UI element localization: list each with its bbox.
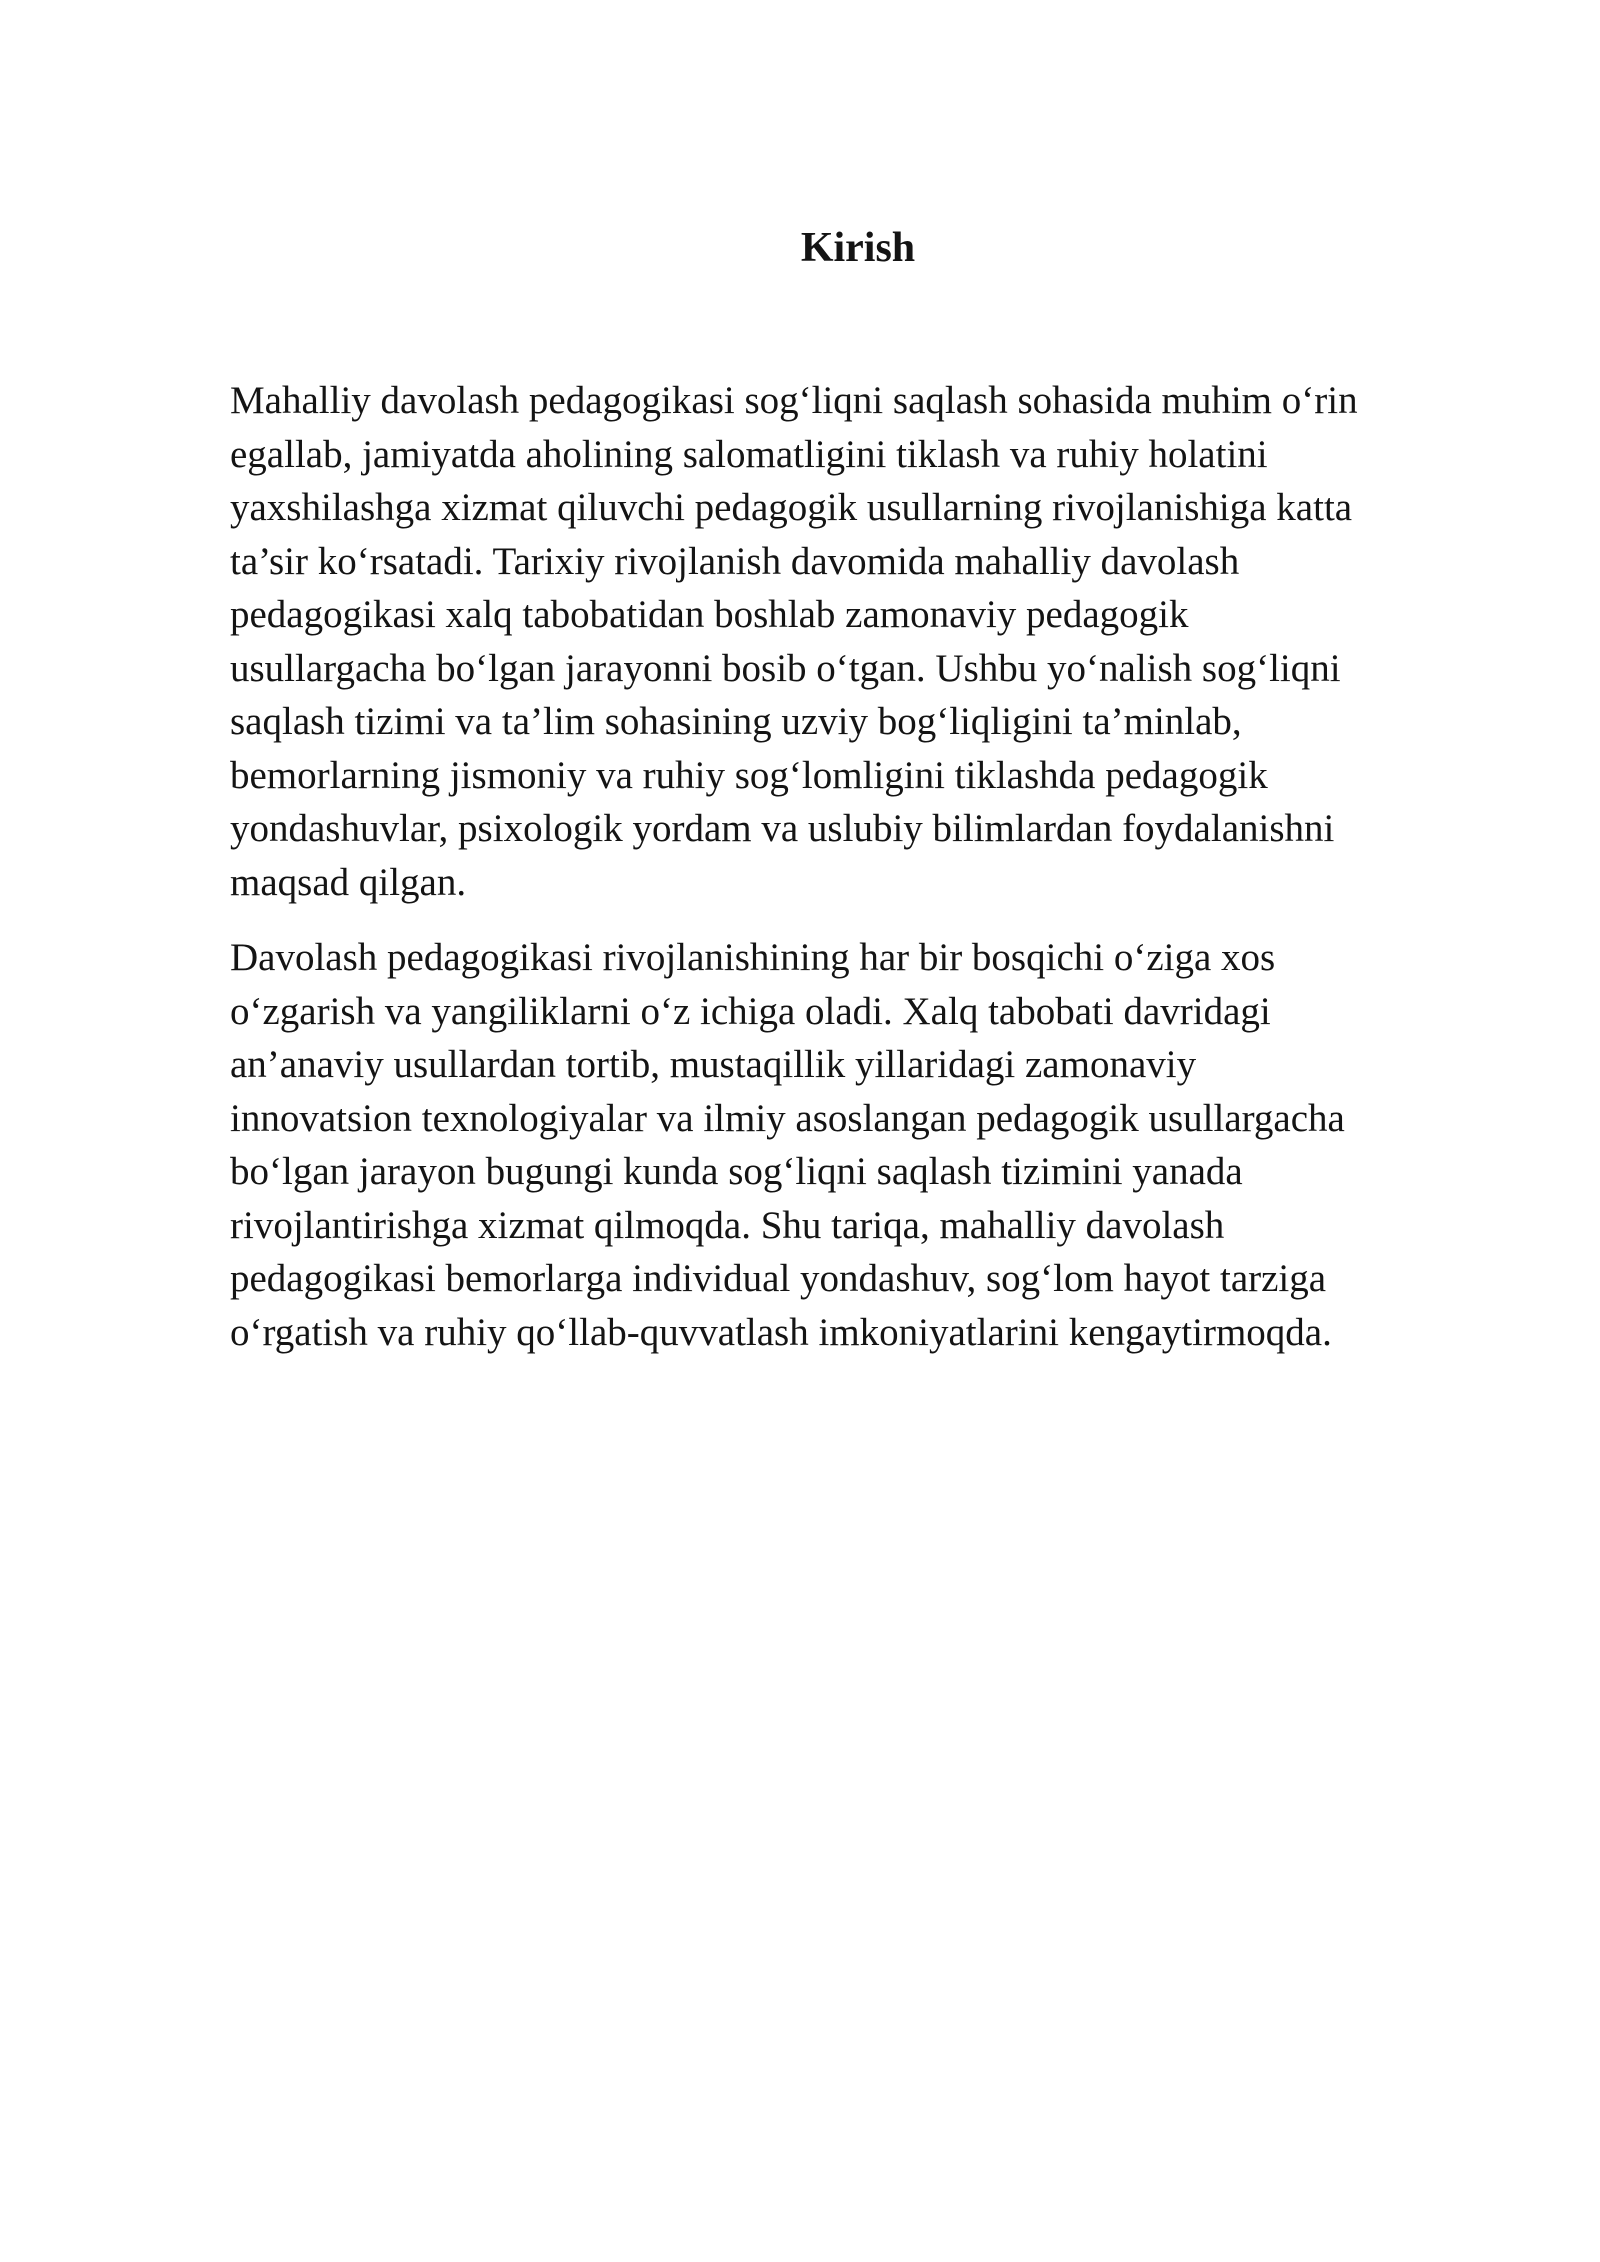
document-body (230, 374, 1502, 1381)
paragraph-1: Mahalliy davolash pedagogikasi sog‘liqni saqlash sohasida muhim o‘rin egallab, jamiyatda aholining salomatligini tiklash va ruhiy holatini yaxshilashga xizmat qiluvchi pedagogik usullarning rivojlanishiga katta ta’sir ko‘rsatadi. Tarixiy rivojlanish davomida mahalliy davolash pedagogikasi xalq tabobatidan boshlab zamonaviy pedagogik usullargacha bo‘lgan jarayonni bosib o‘tgan. Ushbu yo‘nalish sog‘liqni saqlash tizimi va ta’lim sohasining uzviy bog‘liqligini ta’minlab, bemorlarning jismoniy va ruhiy sog‘lomligini tiklashda pedagogik yondashuvlar, psixologik yordam va uslubiy bilimlardan foydalanishni maqsad qilgan. (230, 379, 1358, 904)
paragraph-2: Davolash pedagogikasi rivojlanishining har bir bosqichi o‘ziga xos o‘zgarish va yangiliklarni o‘z ichiga oladi. Xalq tabobati davridagi an’anaviy usullardan tortib, mustaqillik yillaridagi zamonaviy innovatsion texnologiyalar va ilmiy asoslangan pedagogik usullargacha bo‘lgan jarayon bugungi kunda sog‘liqni saqlash tizimini yanada rivojlantirishga xizmat qilmoqda. Shu tariqa, mahalliy davolash pedagogikasi bemorlarga individual yondashuv, sog‘lom hayot tarziga o‘rgatish va ruhiy qo‘llab-quvvatlash imkoniyatlarini kengaytirmoqda. (230, 936, 1345, 1354)
page-title: Kirish (800, 225, 916, 271)
